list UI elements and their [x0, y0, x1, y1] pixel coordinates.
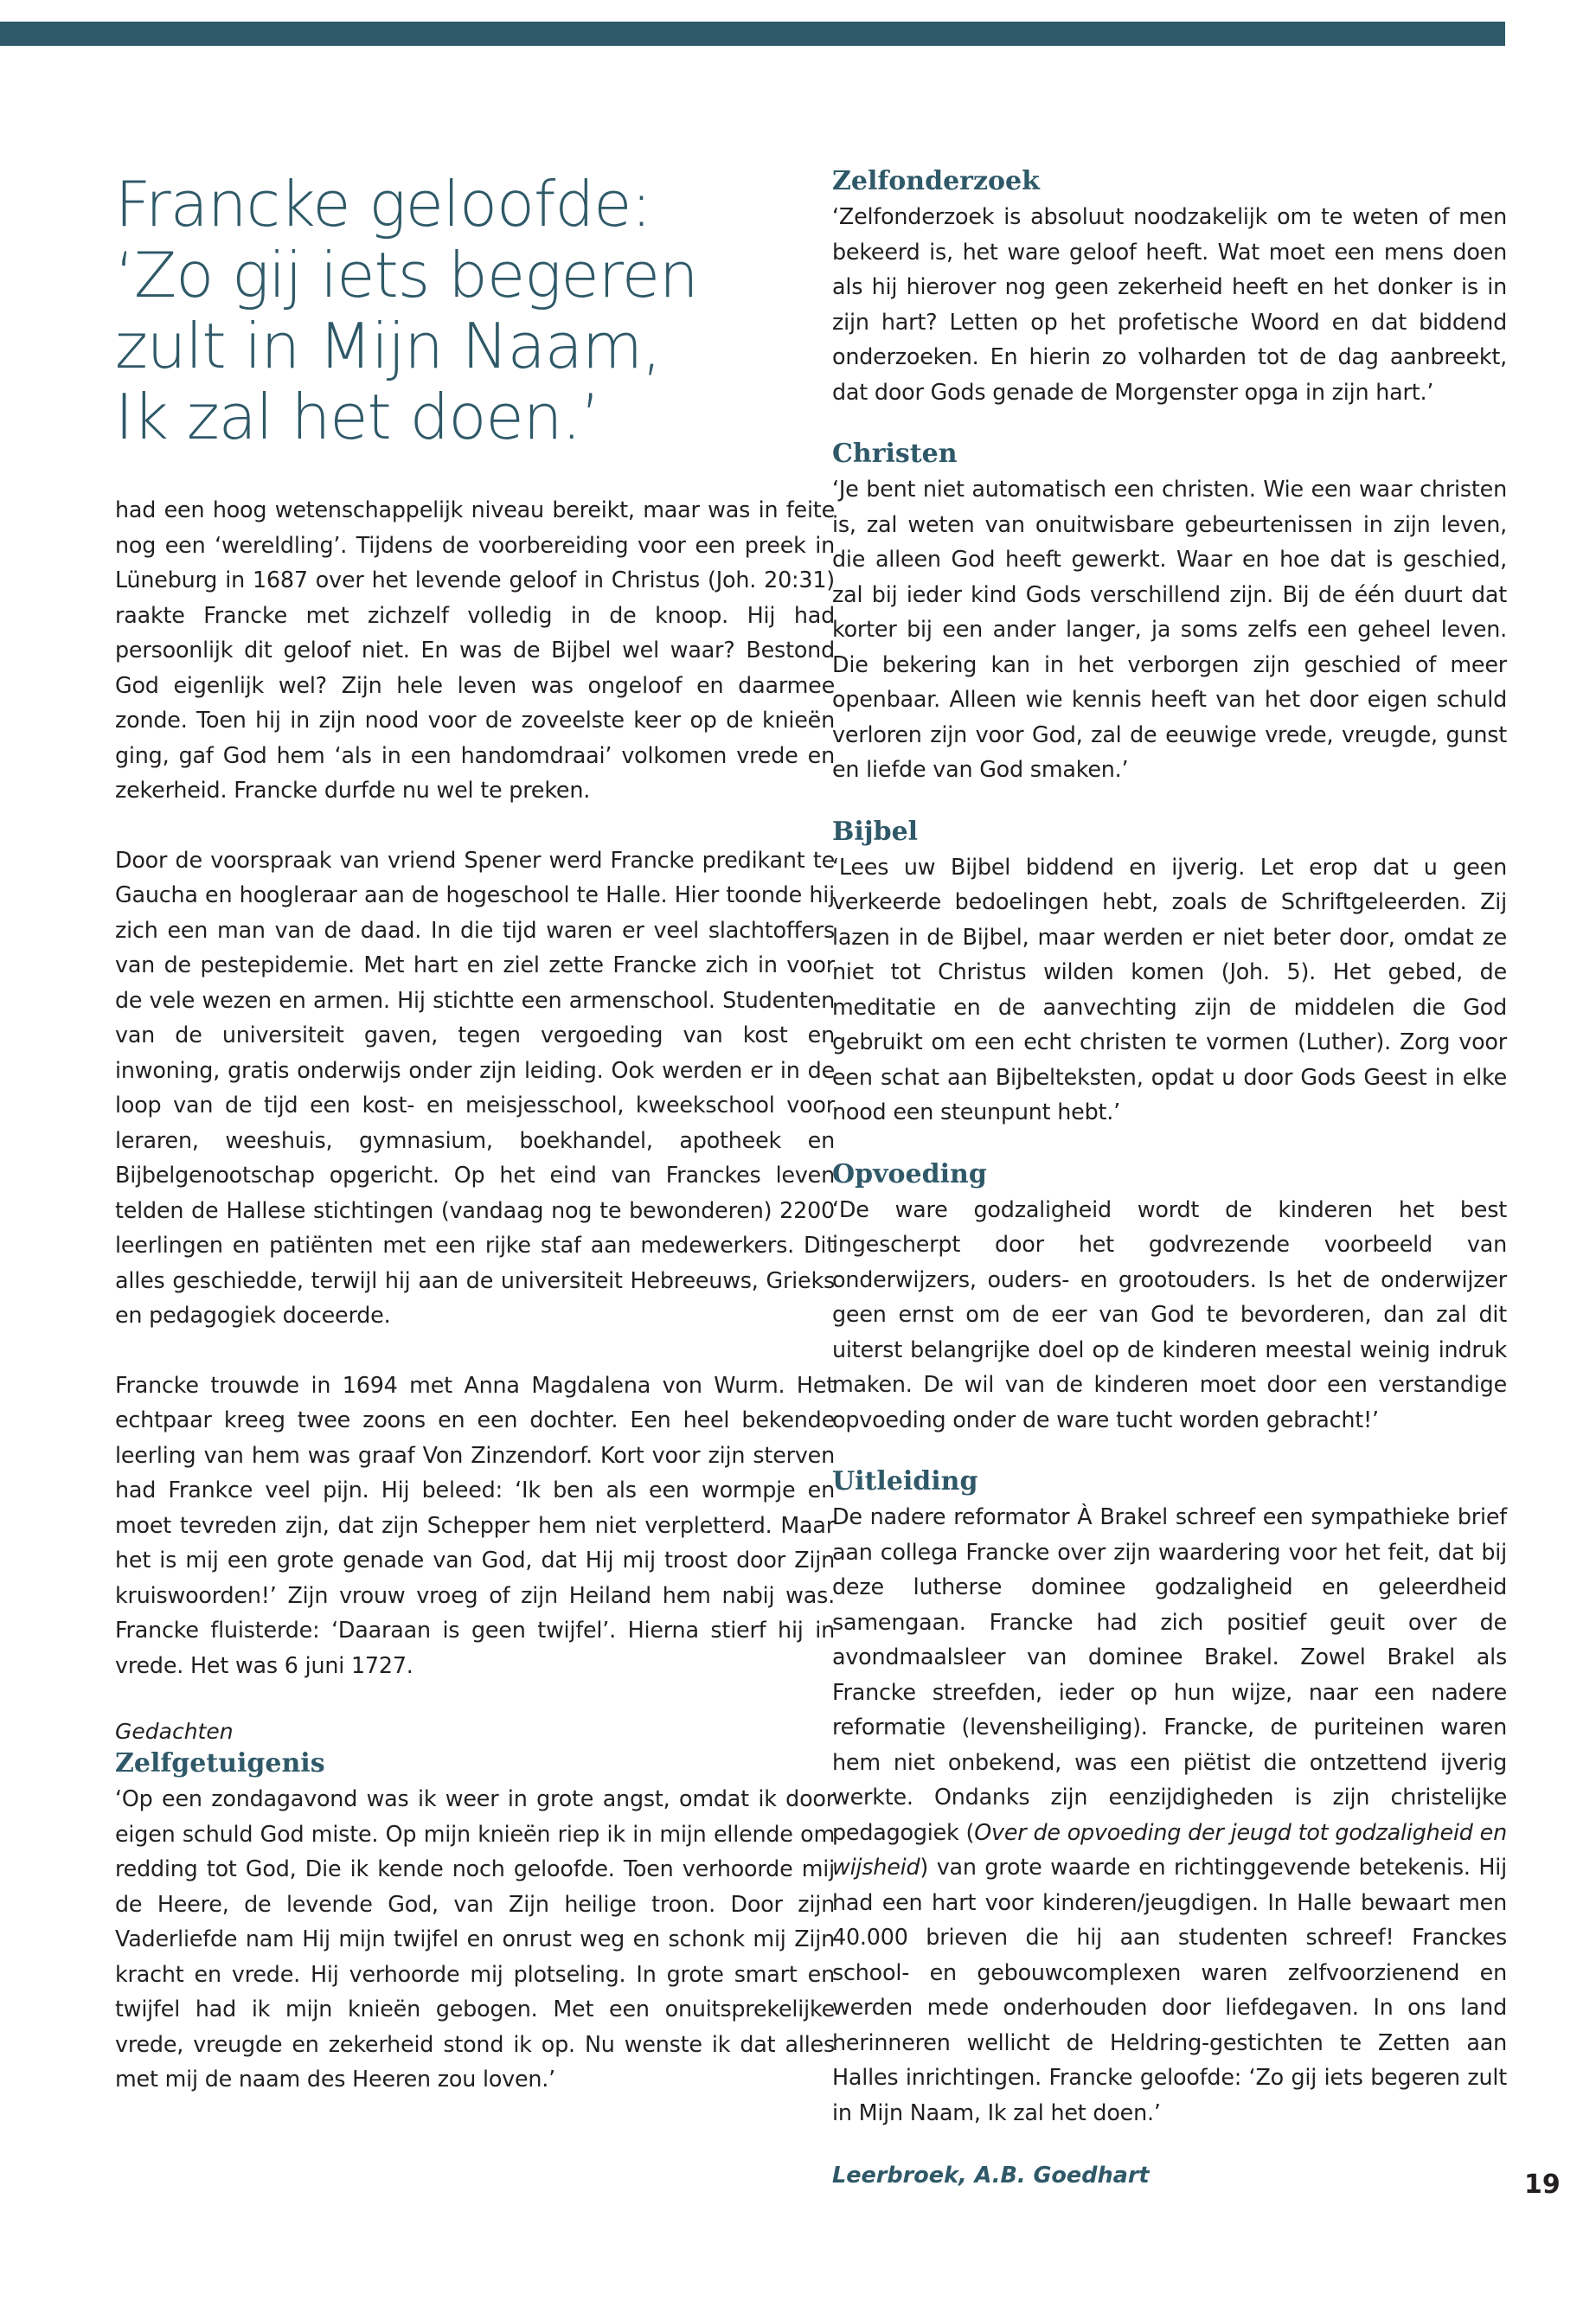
book-title: Over de opvoeding der jeugd tot godzaligheid en wijsheid: [832, 1818, 1507, 1880]
section-text: ‘De ware godzaligheid wordt de kinderen het best ingescherpt door het godvrezende voorbeeld van onderwijzers, ouders- en grootouders. Is het de onderwijzer geen ernst om de eer van God te bevorderen, dan zal dit uiterst belangrijke doel op de kinderen meestal weinig indruk maken. De wil van de kinderen moet door een verstandige opvoeding onder de ware tucht worden gebracht!’: [832, 1195, 1507, 1433]
section-text: [832, 1499, 1507, 2130]
page-number: 19: [1524, 2170, 1561, 2200]
author-signature: Leerbroek, A.B. Goedhart: [832, 2163, 1150, 2189]
section-heading: Zelfgetuigenis: [115, 1748, 325, 1779]
pull-quote-line: Francke geloofde:: [115, 168, 651, 240]
text-run: ) van grote waarde en richtinggevende betekenis. Hij had een hart voor kinderen/jeugdigen. In Halle bewaart men 40.000 brieven die hij aan studenten schreef! Franckes school- en gebouwcomplexen waren zelfvoorzienend en werden mede onderhouden door liefdegaven. In ons land herinneren wellicht de Heldring-gestichten te Zetten aan Halles inrichtingen. Francke geloofde: ‘Zo gij iets begeren zult in Mijn Naam, Ik zal het doen.’: [832, 1854, 1507, 2125]
section: [832, 1157, 1507, 1438]
text-run: De nadere reformator À Brakel schreef een sympathieke brief aan collega Francke over zijn waardering voor het feit, dat bij deze lutherse dominee godzaligheid en geleerdheid samengaan. Francke had zich positief geuit over de avondmaalsleer van dominee Brakel. Zowel Brakel als Francke streefden, ieder op hun wijze, naar een nadere reformatie (levensheiliging). Francke, de puriteinen waren hem niet onbekend, was een piëtist die ontzettend ijverig werkte. Ondanks zijn eenzijdigheden is zijn christelijke pedagogiek (: [832, 1503, 1507, 1845]
body-paragraph: had een hoog wetenschappelijk niveau bereikt, maar was in feite nog een ‘wereldling’. Tijdens de voorbereiding voor een preek in Lüneburg in 1687 over het levende geloof in Christus (Joh. 20:31) raakte Francke met zichzelf volledig in de knoop. Hij had persoonlijk dit geloof niet. En was de Bijbel wel waar? Bestond God eigenlijk wel? Zijn hele leven was ongeloof en daarmee zonde. Toen hij in zijn nood voor de zoveelste keer op de knieën ging, gaf God hem ‘als in een handomdraai’ volkomen vrede en zekerheid. Francke durfde nu wel te preken.: [115, 497, 835, 803]
pull-quote-line: Ik zal het doen.’: [115, 381, 600, 453]
section: [832, 815, 1507, 1130]
section-text: ‘Lees uw Bijbel biddend en ijverig. Let erop dat u geen verkeerde bedoelingen hebt, zoals de Schriftgeleerden. Zij lazen in de Bijbel, maar werden er niet beter door, omdat ze niet tot Christus wilden komen (Joh. 5). Het gebed, de meditatie en de aanvechting zijn de middelen die God gebruikt om een echt christen te vormen (Luther). Zorg voor een schat aan Bijbelteksten, opdat u door Gods Geest in elke nood een steunpunt hebt.’: [832, 853, 1507, 1125]
section-text: ‘Je bent niet automatisch een christen. Wie een waar christen is, zal weten van onuitwisbare gebeurtenissen in zijn leven, die alleen God heeft gewerkt. Waar en hoe dat is geschied, zal bij ieder kind Gods verschillend zijn. Bij de één duurt dat korter bij een ander langer, ja soms zelfs een geheel leven. Die bekering kan in het verborgen zijn geschied of meer openbaar. Alleen wie kennis heeft van het door eigen schuld verloren zijn voor God, zal de eeuwige vrede, vreugde, gunst en liefde van God smaken.’: [832, 476, 1507, 782]
section-label: Gedachten: [115, 1719, 234, 1744]
section-heading: Zelfonderzoek: [832, 166, 1040, 196]
section-uitleiding: [832, 1465, 1507, 2189]
section: [832, 164, 1507, 409]
top-color-bar: [0, 22, 1505, 46]
section-heading: Bijbel: [832, 816, 919, 847]
pull-quote: [115, 169, 835, 452]
section: [832, 437, 1507, 787]
pull-quote-line: zult in Mijn Naam,: [115, 310, 661, 382]
body-paragraph: Francke trouwde in 1694 met Anna Magdalena von Wurm. Het echtpaar kreeg twee zoons en een dochter. Een heel bekende leerling van hem was graaf Von Zinzendorf. Kort voor zijn sterven had Frankce veel pijn. Hij beleed: ‘Ik ben als een wormpje en moet tevreden zijn, dat zijn Schepper hem niet verpletterd. Maar het is mij een grote genade van God, dat Hij mij troost door Zijn kruiswoorden!’ Zijn vrouw vroeg of zijn Heiland hem nabij was. Francke fluisterde: ‘Daaraan is geen twijfel’. Hierna stierf hij in vrede. Het was 6 juni 1727.: [115, 1371, 835, 1678]
body-paragraph: Door de voorspraak van vriend Spener werd Francke predikant te Gaucha en hoogleraar aan de hogeschool te Halle. Hier toonde hij zich een man van de daad. In die tijd waren er veel slachtoffers van de pestepidemie. Met hart en ziel zette Francke zich in voor de vele wezen en armen. Hij stichtte een armenschool. Studenten van de universiteit gaven, tegen vergoeding van kost en inwoning, gratis onderwijs onder zijn leiding. Ook werden er in de loop van de tijd een kost- en meisjesschool, kweekschool voor leraren, weeshuis, gymnasium, boekhandel, apotheek en Bijbelgenootschap opgericht. Op het eind van Franckes leven telden de Hallese stichtingen (vandaag nog te bewonderen) 2200 leerlingen en patiënten met een rijke staf aan medewerkers. Dit alles geschiedde, terwijl hij aan de universiteit Hebreeuws, Grieks en pedagogiek doceerde.: [115, 846, 835, 1328]
section-heading: Uitleiding: [832, 1466, 978, 1497]
section-heading: Christen: [832, 439, 958, 469]
right-column: [832, 164, 1507, 2216]
left-column: [115, 169, 835, 2097]
section-text: ‘Zelfonderzoek is absoluut noodzakelijk om te weten of men bekeerd is, het ware geloof heeft. Wat moet een mens doen als hij hierover nog geen zekerheid heeft en het donker is in zijn hart? Letten op het profetische Woord en dat biddend onderzoeken. En hierin zo volharden tot de dag aanbreekt, dat door Gods genade de Morgenster opga in zijn hart.’: [832, 203, 1507, 405]
section-text: ‘Op een zondagavond was ik weer in grote angst, omdat ik door eigen schuld God miste. Op mijn knieën riep ik in mijn ellende om redding tot God, Die ik kende noch geloofde. Toen verhoorde mij de Heere, de levende God, van Zijn heilige troon. Door zijn Vaderliefde nam Hij mijn twijfel en onrust weg en schonk mij Zijn kracht en vrede. Hij verhoorde mij plotseling. In grote smart en twijfel had ik mijn knieën gebogen. Met een onuitsprekelijke vrede, vreugde en zekerheid stond ik op. Nu wenste ik dat alles met mij de naam des Heeren zou loven.’: [115, 1785, 835, 2092]
section-heading: Opvoeding: [832, 1158, 987, 1189]
pull-quote-line: ‘Zo gij iets begeren: [115, 239, 698, 311]
